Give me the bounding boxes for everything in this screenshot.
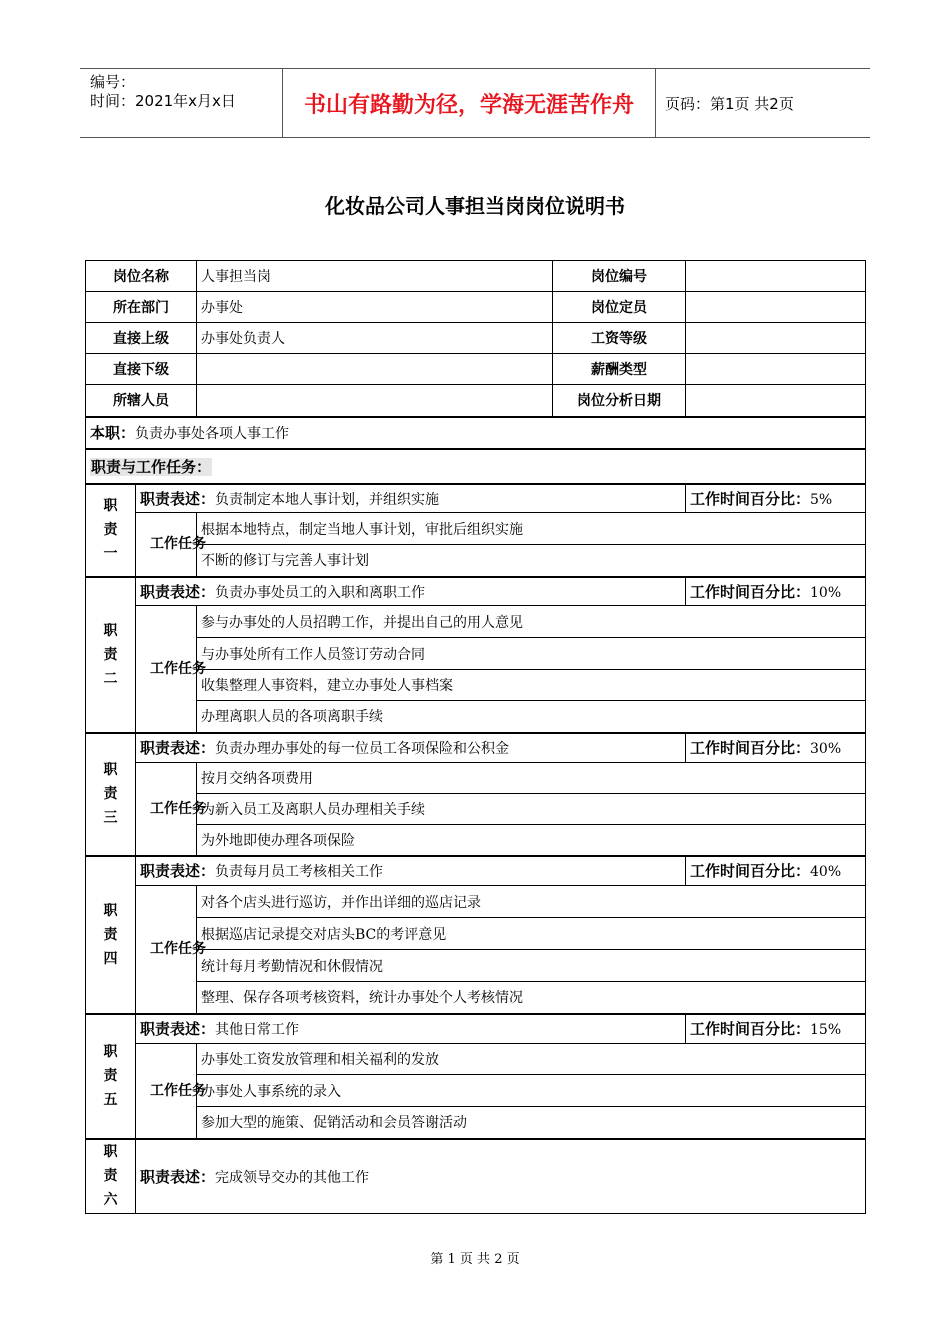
- task-label-cell: [136, 886, 206, 1014]
- duty-percent: 40%: [810, 864, 842, 881]
- pay-type-label: 薪酬类型: [553, 354, 686, 385]
- duty-row: [86, 1139, 866, 1214]
- department: 办事处: [197, 292, 553, 323]
- duty-description-cell: [136, 733, 686, 763]
- task-item: 不断的修订与完善人事计划: [197, 545, 866, 577]
- page-info: 页码：第1页 共2页: [665, 94, 794, 113]
- duty-label: 职 责 一: [86, 484, 136, 577]
- subordinate-label: 直接下级: [86, 354, 197, 385]
- duty-row: [86, 577, 866, 606]
- task-item: 为新入员工及离职人员办理相关手续: [197, 794, 866, 825]
- info-row: [86, 261, 866, 292]
- duty-description-label: 职责表述：: [140, 739, 216, 758]
- page-header: [80, 68, 870, 138]
- duty-percent-cell: [686, 1014, 866, 1044]
- role-row: [86, 417, 866, 449]
- task-row: [86, 670, 866, 701]
- duty-label: 职 责 三: [86, 733, 136, 856]
- number-label: 编号：: [90, 73, 136, 91]
- duty-description-label: 职责表述：: [140, 1167, 216, 1186]
- task-item: 办事处工资发放管理和相关福利的发放: [197, 1044, 866, 1075]
- position-name: 人事担当岗: [197, 261, 553, 292]
- duty-label: 职 责 二: [86, 577, 136, 733]
- percent-label: 工作时间百分比：: [690, 489, 811, 508]
- percent-label: 工作时间百分比：: [690, 862, 811, 881]
- task-item: 办事处人事系统的录入: [197, 1075, 866, 1107]
- duty-description: 完成领导交办的其他工作: [215, 1169, 370, 1186]
- job-description-table: [85, 260, 866, 1214]
- task-item: 参加大型的施策、促销活动和会员答谢活动: [197, 1107, 866, 1139]
- task-item: 办理离职人员的各项离职手续: [197, 701, 866, 733]
- superior: 办事处负责人: [197, 323, 553, 354]
- duty-description-label: 职责表述：: [140, 862, 216, 881]
- task-row: [86, 606, 866, 638]
- info-row: [86, 323, 866, 354]
- duty-description-label: 职责表述：: [140, 582, 216, 601]
- department-label: 所在部门: [86, 292, 197, 323]
- duty-description-cell: [136, 1014, 686, 1044]
- task-label: 工作任务: [150, 660, 206, 677]
- duty-row: [86, 733, 866, 763]
- duty-percent-cell: [686, 484, 866, 513]
- time-label: 时间：2021年x月x日: [90, 92, 236, 110]
- task-row: [86, 1075, 866, 1107]
- task-label-cell: [136, 763, 206, 856]
- task-label: 工作任务: [150, 1082, 206, 1099]
- task-item: 参与办事处的人员招聘工作，并提出自己的用人意见: [197, 606, 866, 638]
- task-row: [86, 886, 866, 918]
- task-item: 为外地即使办理各项保险: [197, 825, 866, 856]
- percent-label: 工作时间百分比：: [690, 739, 811, 758]
- analysis-date-label: 岗位分析日期: [553, 385, 686, 417]
- duty-description: 其他日常工作: [215, 1022, 300, 1039]
- duty-description-cell: [136, 856, 686, 886]
- analysis-date: [686, 385, 866, 417]
- duty-description: 负责每月员工考核相关工作: [215, 864, 384, 881]
- task-row: [86, 763, 866, 794]
- role-cell: [86, 417, 866, 449]
- duty-description: 负责办事处员工的入职和离职工作: [215, 584, 426, 601]
- task-item: 收集整理人事资料，建立办事处人事档案: [197, 670, 866, 701]
- task-label-cell: [136, 513, 206, 577]
- duties-header-row: [86, 449, 866, 484]
- info-row: [86, 354, 866, 385]
- task-label: 工作任务: [150, 800, 206, 817]
- page-footer: 第 1 页 共 2 页: [430, 1252, 520, 1267]
- duty-percent: 10%: [810, 584, 842, 601]
- pay-type: [686, 354, 866, 385]
- duty-percent-cell: [686, 733, 866, 763]
- duties-header: 职责与工作任务：: [91, 457, 212, 476]
- duty-description-cell: [136, 1139, 866, 1214]
- duty-description: 负责办理办事处的每一位员工各项保险和公积金: [215, 741, 510, 758]
- position-name-label: 岗位名称: [86, 261, 197, 292]
- headcount: [686, 292, 866, 323]
- task-row: [86, 1107, 866, 1139]
- task-label: 工作任务: [150, 941, 206, 958]
- task-item: 统计每月考勤情况和休假情况: [197, 950, 866, 982]
- percent-label: 工作时间百分比：: [690, 582, 811, 601]
- duty-label: 职 责 六: [86, 1139, 136, 1214]
- duty-percent: 15%: [810, 1022, 842, 1039]
- task-row: [86, 513, 866, 545]
- task-item: 整理、保存各项考核资料，统计办事处个人考核情况: [197, 982, 866, 1014]
- staff: [197, 385, 553, 417]
- duty-description-label: 职责表述：: [140, 489, 216, 508]
- duties-header-cell: [86, 449, 866, 484]
- duty-row: [86, 1014, 866, 1044]
- position-code-label: 岗位编号: [553, 261, 686, 292]
- header-meta: [80, 69, 283, 137]
- salary-grade: [686, 323, 866, 354]
- role-label: 本职：: [90, 424, 136, 442]
- duty-row: [86, 856, 866, 886]
- info-row: [86, 385, 866, 417]
- subordinate: [197, 354, 553, 385]
- task-item: 根据本地特点，制定当地人事计划，审批后组织实施: [197, 513, 866, 545]
- info-row: [86, 292, 866, 323]
- task-item: 对各个店头进行巡访，并作出详细的巡店记录: [197, 886, 866, 918]
- duty-percent: 30%: [810, 741, 842, 758]
- duty-row: [86, 484, 866, 513]
- duty-description-label: 职责表述：: [140, 1020, 216, 1039]
- duty-description: 负责制定本地人事计划，并组织实施: [215, 491, 440, 508]
- task-row: [86, 545, 866, 577]
- salary-grade-label: 工资等级: [553, 323, 686, 354]
- task-item: 按月交纳各项费用: [197, 763, 866, 794]
- superior-label: 直接上级: [86, 323, 197, 354]
- duty-description-cell: [136, 484, 686, 513]
- duty-percent: 5%: [810, 491, 833, 508]
- task-item: 与办事处所有工作人员签订劳动合同: [197, 638, 866, 670]
- role-text: 负责办事处各项人事工作: [135, 426, 290, 442]
- document-title: 化妆品公司人事担当岗岗位说明书: [325, 194, 625, 218]
- headcount-label: 岗位定员: [553, 292, 686, 323]
- duty-label: 职 责 四: [86, 856, 136, 1014]
- percent-label: 工作时间百分比：: [690, 1020, 811, 1039]
- staff-label: 所辖人员: [86, 385, 197, 417]
- task-row: [86, 701, 866, 733]
- task-row: [86, 825, 866, 856]
- position-code: [686, 261, 866, 292]
- duty-percent-cell: [686, 577, 866, 606]
- duty-percent-cell: [686, 856, 866, 886]
- task-item: 根据巡店记录提交对店头BC的考评意见: [197, 918, 866, 950]
- motto: 书山有路勤为径，学海无涯苦作舟: [283, 69, 656, 137]
- duty-label: 职 责 五: [86, 1014, 136, 1139]
- task-label-cell: [136, 606, 206, 733]
- duty-description-cell: [136, 577, 686, 606]
- task-label-cell: [136, 1044, 206, 1139]
- task-row: [86, 794, 866, 825]
- task-row: [86, 982, 866, 1014]
- task-label: 工作任务: [150, 536, 206, 553]
- task-row: [86, 1044, 866, 1075]
